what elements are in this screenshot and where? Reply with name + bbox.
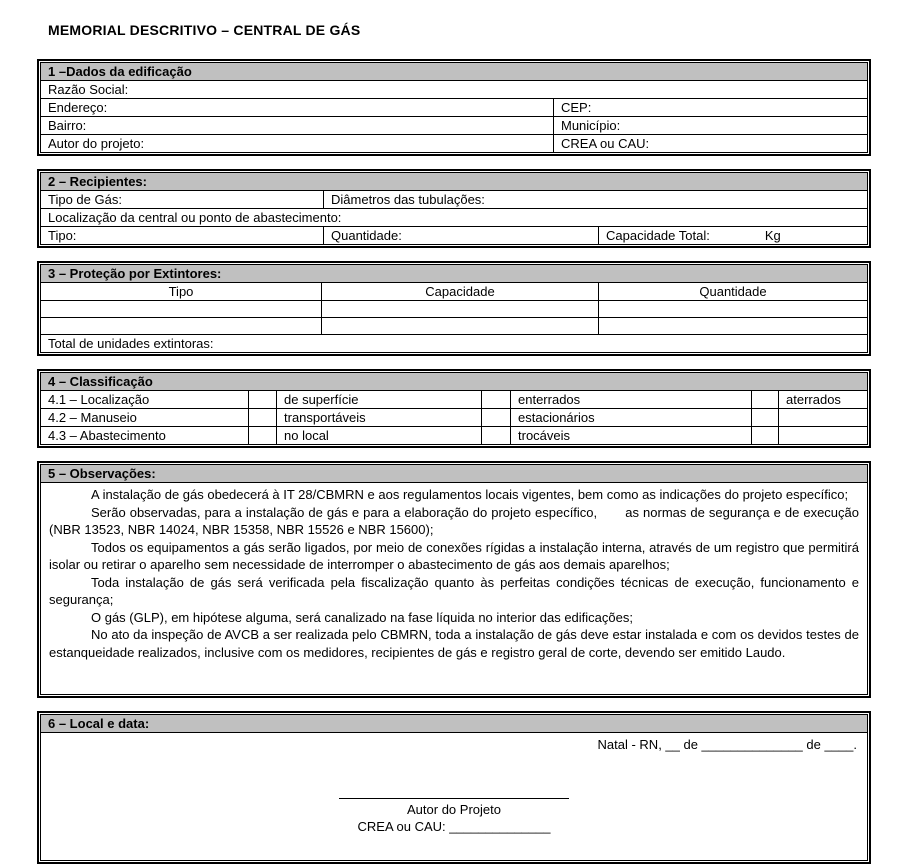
section5-header: 5 – Observações:: [41, 465, 868, 483]
section-local-e-data: [37, 711, 871, 864]
col-header-capacidade: Capacidade: [322, 283, 599, 301]
section6-header: 6 – Local e data:: [41, 715, 868, 733]
section-classificacao: [37, 369, 871, 448]
option-label: [779, 409, 868, 427]
field-razao-social: Razão Social:: [41, 81, 868, 99]
observacoes-table: [40, 464, 868, 695]
observacao-paragraph: Serão observadas, para a instalação de gás e para a elaboração do projeto específico, as normas de segurança e de execução (NBR 13523, NBR 14024, NBR 15358, NBR 15526 e NBR 15600);: [49, 504, 859, 537]
section4-header: 4 – Classificação: [41, 373, 868, 391]
field-municipio: Município:: [554, 117, 868, 135]
extintor-quantidade-cell: [599, 318, 868, 335]
classificacao-row-abastecimento: [41, 427, 868, 445]
checkbox-cell: [752, 409, 779, 427]
document-title: MEMORIAL DESCRITIVO – CENTRAL DE GÁS: [48, 22, 361, 38]
checkbox-cell: [249, 391, 277, 409]
checkbox-cell: [482, 391, 511, 409]
option-label: [779, 427, 868, 445]
classificacao-row-manuseio: [41, 409, 868, 427]
classificacao-row-localizacao: [41, 391, 868, 409]
field-crea-cau: CREA ou CAU:: [554, 135, 868, 153]
extintor-capacidade-cell: [322, 318, 599, 335]
option-label: estacionários: [511, 409, 752, 427]
signature-line: [339, 798, 569, 799]
section2-header: 2 – Recipientes:: [41, 173, 868, 191]
extintor-tipo-cell: [41, 318, 322, 335]
extintores-empty-row: [41, 318, 868, 335]
checkbox-cell: [249, 427, 277, 445]
field-tipo-gas: Tipo de Gás:: [41, 191, 324, 209]
section-protecao-extintores: [37, 261, 871, 356]
option-label: trocáveis: [511, 427, 752, 445]
capacidade-total-label: Capacidade Total:: [606, 228, 710, 243]
signature-block: [339, 798, 569, 835]
row-label: 4.1 – Localização: [41, 391, 249, 409]
section-dados-edificacao: [37, 59, 871, 156]
extintores-empty-row: [41, 301, 868, 318]
checkbox-cell: [752, 391, 779, 409]
observacao-paragraph: A instalação de gás obedecerá à IT 28/CBMRN e aos regulamentos locais vigentes, bem como as indicações do projeto específico;: [91, 487, 849, 502]
observacao-paragraph: Toda instalação de gás será verificada pela fiscalização quanto às perfeitas condições técnicas de execução, funcionamento e segurança;: [49, 574, 859, 607]
option-label: de superfície: [277, 391, 482, 409]
extintores-table: [40, 264, 868, 353]
classificacao-table: [40, 372, 868, 445]
field-total-unidades-extintoras: Total de unidades extintoras:: [41, 335, 868, 353]
field-bairro: Bairro:: [41, 117, 554, 135]
row-label: 4.3 – Abastecimento: [41, 427, 249, 445]
checkbox-cell: [752, 427, 779, 445]
recipientes-table: [40, 172, 868, 245]
observacao-paragraph: No ato da inspeção de AVCB a ser realizada pelo CBMRN, toda a instalação de gás deve estar instalada e com os devidos testes de estanqueidade realizados, inclusive com os medidores, recipientes de gás e registro geral de corte, devendo ser emitido Laudo.: [49, 627, 859, 660]
option-label: aterrados: [779, 391, 868, 409]
field-diametros-tubulacoes: Diâmetros das tubulações:: [324, 191, 868, 209]
field-quantidade: Quantidade:: [324, 227, 599, 245]
local-data-area: [41, 733, 868, 861]
checkbox-cell: [249, 409, 277, 427]
section-recipientes: [37, 169, 871, 248]
option-label: no local: [277, 427, 482, 445]
observacao-paragraph: Todos os equipamentos a gás serão ligados, por meio de conexões rígidas a instalação interna, através de um registro que permitirá isolar ou retirar o aparelho sem necessidade de interromper o abastecimento de gás aos demais aparelhos;: [49, 539, 859, 572]
option-label: transportáveis: [277, 409, 482, 427]
unidade-kg-label: Kg: [764, 228, 781, 243]
signature-crea-line: CREA ou CAU: ______________: [357, 819, 551, 834]
section3-header: 3 – Proteção por Extintores:: [41, 265, 868, 283]
extintor-quantidade-cell: [599, 301, 868, 318]
col-header-tipo: Tipo: [41, 283, 322, 301]
row-label: 4.2 – Manuseio: [41, 409, 249, 427]
extintor-tipo-cell: [41, 301, 322, 318]
observacoes-text-area: [41, 483, 868, 695]
local-data-table: [40, 714, 868, 861]
date-line: Natal - RN, __ de ______________ de ____.: [597, 737, 857, 752]
checkbox-cell: [482, 409, 511, 427]
field-endereco: Endereço:: [41, 99, 554, 117]
extintor-capacidade-cell: [322, 301, 599, 318]
observacao-paragraph: O gás (GLP), em hipótese alguma, será canalizado na fase líquida no interior das edificações;: [91, 609, 633, 625]
dados-edificacao-table: [40, 62, 868, 153]
section-observacoes: [37, 461, 871, 698]
section1-header: 1 –Dados da edificação: [41, 63, 868, 81]
signature-label: Autor do Projeto: [407, 802, 501, 817]
field-localizacao-central: Localização da central ou ponto de abastecimento:: [41, 209, 868, 227]
col-header-quantidade: Quantidade: [599, 283, 868, 301]
field-autor-projeto: Autor do projeto:: [41, 135, 554, 153]
field-cep: CEP:: [554, 99, 868, 117]
field-tipo: Tipo:: [41, 227, 324, 245]
field-capacidade-total: [599, 227, 868, 245]
checkbox-cell: [482, 427, 511, 445]
option-label: enterrados: [511, 391, 752, 409]
